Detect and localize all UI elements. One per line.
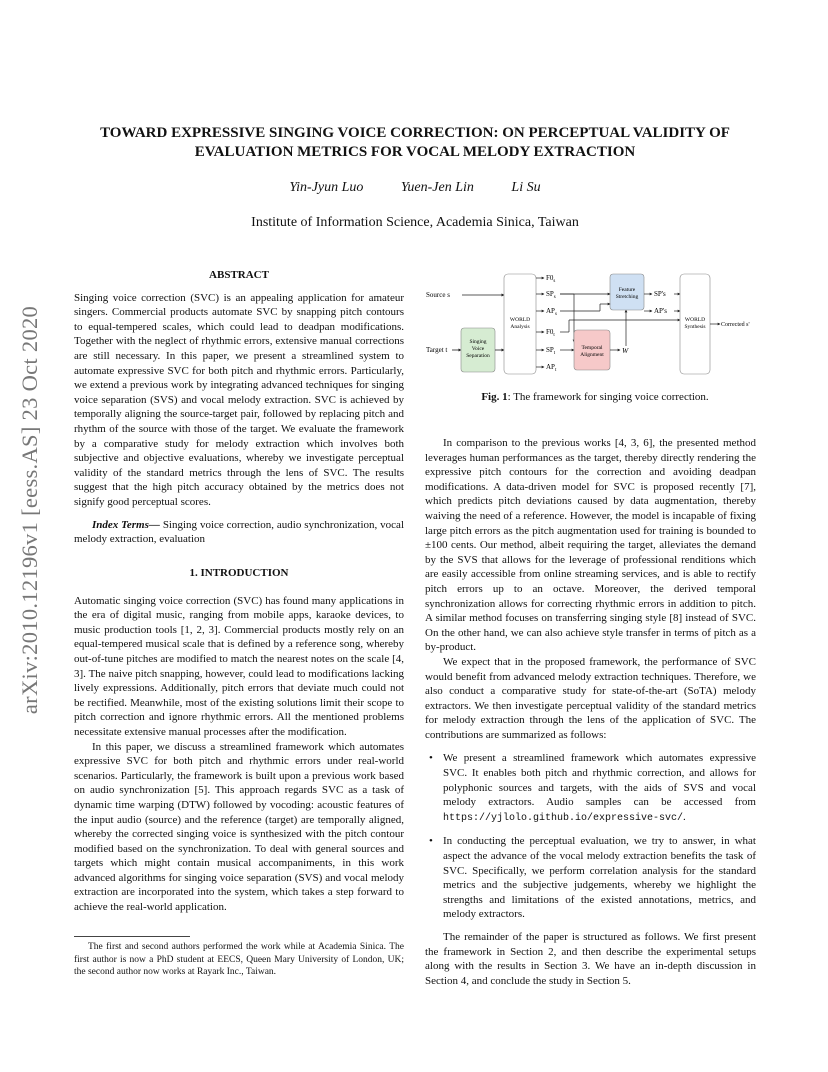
- arxiv-identifier-text: arXiv:2010.12196v1 [eess.AS] 23 Oct 2020: [17, 305, 42, 715]
- fig-stretched-ap: AP's: [654, 307, 667, 315]
- affiliation: Institute of Information Science, Academia Sinica, Taiwan: [251, 215, 579, 230]
- index-terms: [74, 518, 404, 547]
- intro-paragraph-2: In this paper, we discuss a streamlined framework which automates expressive SVC for both pitch and rhythmic errors under real-world scenarios. Particularly, the framework is built upon a previous work based on audio synchronization [5]. This approach regards SVC as a task of dynamic time warping (DTW) followed by vocoding: acoustic features of the input audio (source) and the reference (target) are temporally aligned, whereby the corrected singing voice is synthesized with the pitch contour modified based on the synchronization. To deal with general sources and targets which might contain musical accompaniments, in this work advanced algorithms for singing voice separation (SVS) and vocal melody extraction are incorporated into the system, which takes a step forward to achieve the real-world application.: [74, 740, 404, 914]
- fig-feature-f0s: $F0_s$: [546, 274, 556, 284]
- fig-world-analysis-text-2: Analysis: [510, 324, 530, 330]
- contribution-1-text: We present a streamlined framework which automates expressive SVC. It enables both pitch and rhythmic correction, and allows for polyphonic sources and targets, with the aids of SVS and vocal melody extractors. Audio samples can be accessed from: [443, 752, 756, 809]
- fig-feature-apt: $AP_t$: [546, 363, 557, 373]
- fig-warp-label: W: [622, 346, 629, 355]
- caption-text: : The framework for singing voice correction.: [507, 391, 709, 403]
- contribution-2: • In conducting the perceptual evaluation, we try to answer, in what aspect the advance of the vocal melody extraction benefits the task of SVC. Specifically, we perform correlation analysis for the standard metrics and the subjective judgements, whereby we highlight the strengths and limitations of the existed annotations, metrics, and melody extractors.: [425, 834, 756, 922]
- fig-temporal-text-1: Temporal: [581, 345, 603, 351]
- fig-world-synthesis-text-2: Synthesis: [684, 324, 706, 330]
- fig-feature-f0t: $F0_t$: [546, 328, 555, 338]
- introduction-section: [74, 566, 404, 915]
- right-paragraph-2: We expect that in the proposed framework, the performance of SVC would benefit from advanced melody extraction techniques. Therefore, we also conduct a comparative study for state-of-the-art (SoTA) melody extractors. We then investigate perceptual validity of the standard metrics for melody extraction through the lens of the application of SVC. The contributions are summarized as follows:: [425, 655, 756, 741]
- fig-feature-spt: $SP_t$: [546, 346, 556, 356]
- abstract-section: [74, 268, 404, 547]
- intro-heading: 1. INTRODUCTION: [189, 567, 289, 579]
- paper-title: [60, 124, 770, 162]
- framework-figure: [424, 268, 764, 380]
- author-1: Yin-Jyun Luo: [289, 180, 364, 195]
- fig-source-label: Source s: [426, 291, 450, 299]
- fig-temporal-text-2: Alignment: [580, 352, 604, 358]
- author-3: Li Su: [511, 180, 541, 195]
- fig-target-label: Target t: [426, 346, 448, 354]
- contribution-1: • We present a streamlined framework which automates expressive SVC. It enables both pitch and rhythmic correction, and allows for polyphonic sources and targets, with the aids of SVS and vocal melody extractors. Audio samples can be accessed from https://yjlolo.github.io/expressive-svc/.: [425, 751, 756, 826]
- fig-feature-text-2: Stretching: [615, 294, 639, 300]
- fig-svs-text-2: Voice: [471, 346, 485, 352]
- intro-paragraph-1: Automatic singing voice correction (SVC) has found many applications in the era of digital music, ranging from mobile apps, karaoke devices, to music production tools [1, 2, 3]. Commercial products mostly rely on an equal-tempered musical scale that is defined by a reference song, whereby out-of-tune pitches are modified to match the nearest notes on the scale [4, 3]. The naive pitch snapping, however, could lead to modifications lacking lively expressions. Additionally, pitch errors that deviate much could not be rectified. Meanwhile, most of the existing solutions limit their scope to pitch correction and ignore rhythmic errors. All the mentioned problems necessitate extensive manual processes after the modification.: [74, 594, 404, 738]
- author-list: [60, 180, 770, 196]
- footnote-text: The first and second authors performed the work while at Academia Sinica. The first author is now a PhD student at EECS, Queen Mary University of London, UK; the second author now works at Rayark Inc., Taiwan.: [74, 942, 404, 977]
- fig-svs-text-1: Singing: [469, 339, 487, 345]
- fig-world-analysis-text-1: WORLD: [509, 317, 531, 323]
- fig-output-label: Corrected s': [721, 322, 750, 328]
- contributions-list: [425, 751, 756, 922]
- arxiv-identifier: [10, 270, 50, 750]
- right-column: [425, 436, 756, 988]
- right-paragraph-3: The remainder of the paper is structured as follows. We first present the framework in Section 2, and then describe the experimental setups along with the results in Section 3. We have an in-depth discussion in Section 4, and conclude the study in Section 5.: [425, 931, 756, 987]
- index-terms-text: Singing voice correction, audio synchronization, vocal melody extraction, evaluation: [74, 518, 404, 546]
- fig-feature-text-1: Feature: [618, 287, 636, 293]
- abstract-heading: ABSTRACT: [209, 269, 269, 281]
- audio-samples-url[interactable]: https://yjlolo.github.io/expressive-svc/: [443, 812, 684, 824]
- fig-feature-aps: $AP_s$: [546, 307, 557, 317]
- fig-feature-sps: $SP_s$: [546, 290, 556, 300]
- footnote: [74, 941, 404, 979]
- fig-svs-text-3: Separation: [466, 353, 490, 359]
- index-terms-label: Index Terms—: [92, 518, 160, 531]
- fig-stretched-sp: SP's: [654, 290, 666, 298]
- caption-label: Fig. 1: [481, 391, 508, 403]
- title-line-1: TOWARD EXPRESSIVE SINGING VOICE CORRECTION: ON PERCEPTUAL VALIDITY OF: [100, 125, 730, 141]
- fig-world-synthesis-text-1: WORLD: [684, 317, 706, 323]
- title-line-2: EVALUATION METRICS FOR VOCAL MELODY EXTRACTION: [194, 144, 636, 160]
- abstract-text: Singing voice correction (SVC) is an appealing application for amateur singers. Commercial products automate SVC by snapping pitch contours to equal-tempered scales, which could lead to deadpan modifications. Together with the neglect of rhythmic errors, extensive manual corrections are still necessary. In this paper, we present a streamlined system to automate expressive SVC for both pitch and rhythmic errors. Particularly, we extend a previous work by integrating advanced techniques for singing voice separation (SVS) and vocal melody extraction. SVC is achieved by temporally aligning the source-target pair, followed by replacing pitch and rhythm of the source with those of the target. We evaluate the framework by a comparative study for melody extraction which involves both subjective and objective evaluations, whereby we investigate perceptual validity of the standard metrics through the lens of SVC. The results suggest that the high pitch accuracy obtained by the metrics does not signify good perceptual scores.: [74, 291, 404, 508]
- figure-caption: [436, 391, 754, 403]
- author-2: Yuen-Jen Lin: [400, 180, 474, 195]
- right-paragraph-1: In comparison to the previous works [4, 3, 6], the presented method leverages human performances as the target, thereby directly rendering the expressive pitch contours for the correction and avoiding deadpan modifications. A data-driven model for SVC is proposed recently [7], which predicts pitch deviations caused by data augmentation, thereby waiving the need of a reference. However, the model is incapable of fixing large pitch errors as the pitch augmentation used for training is bounded to ±100 cents. Our method, albeit requiring the target, alleviates the demand by the SVS that allows for the leverage of professional renditions which are easily accessible from online streaming services, and is able to rectify pitch errors up to an octave. Moreover, the derived temporal synchronization allows for correcting rhythmic errors in addition to pitch. A similar method focuses on transferring singing style [8] instead of SVC. On the other hand, we can also achieve style transfer in terms of pitch as a by-product.: [425, 437, 756, 654]
- footnote-rule: [74, 936, 190, 937]
